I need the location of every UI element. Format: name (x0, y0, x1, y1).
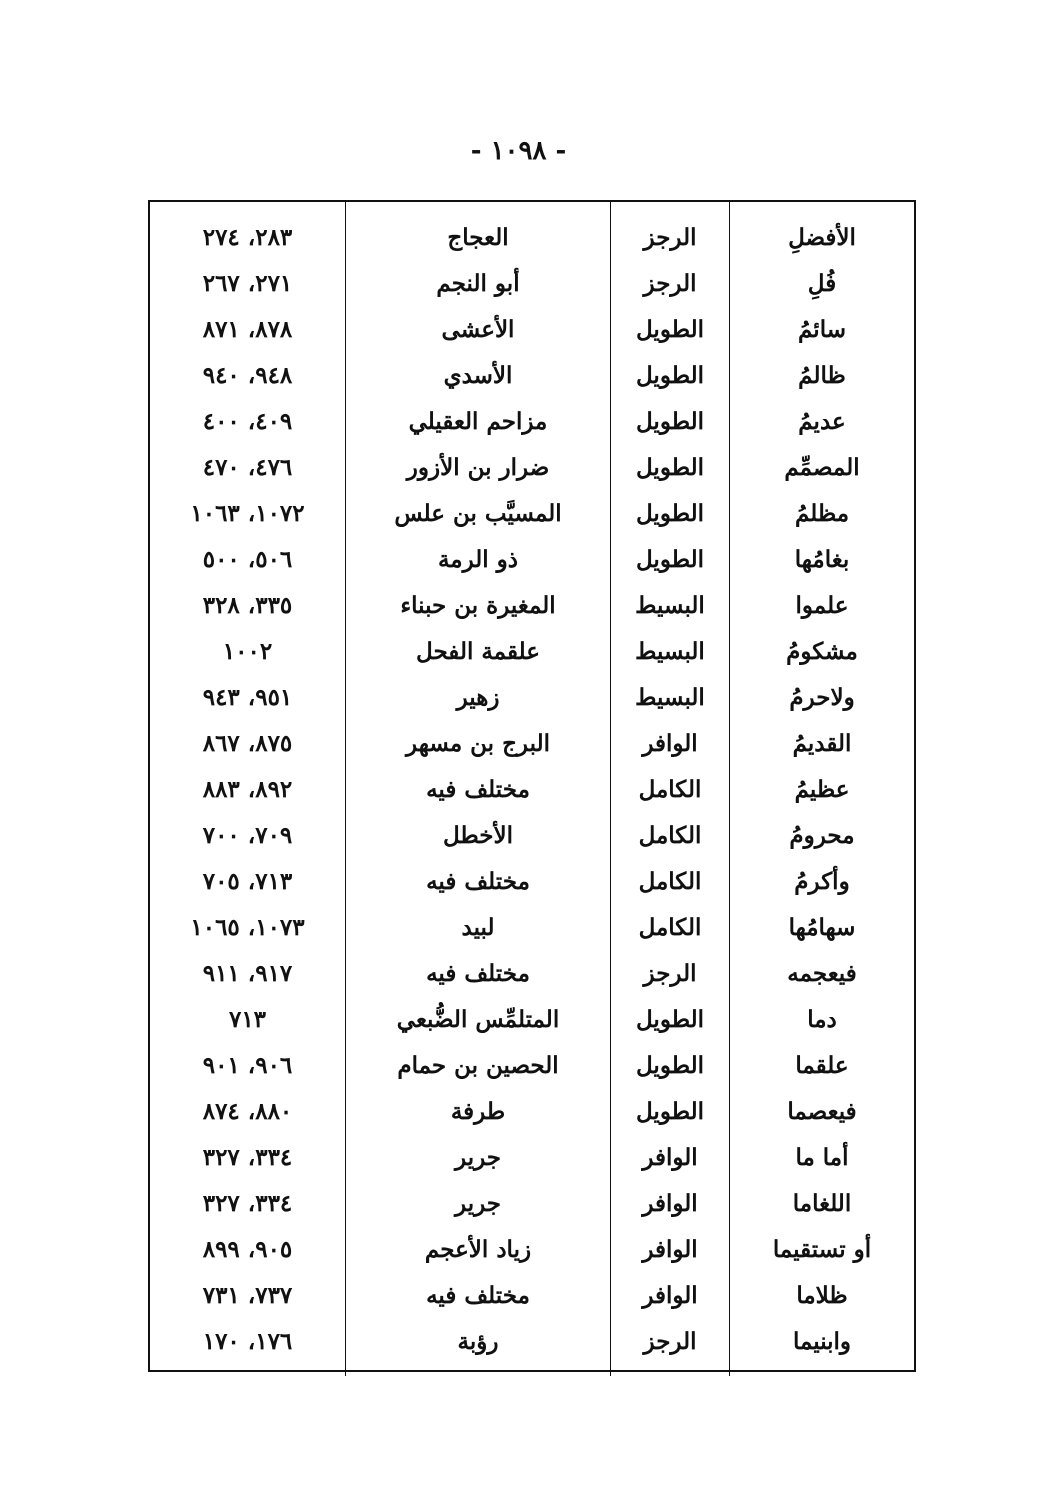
table-row (150, 996, 914, 1042)
rhyme-cell: عظيمُ (730, 766, 915, 812)
pages-cell: ٨٩٢، ٨٨٣ (202, 775, 293, 803)
meter-cell: الكامل (611, 812, 730, 858)
meter-cell: الطويل (611, 398, 730, 444)
pages-cell: ٩٥١، ٩٤٣ (202, 683, 293, 711)
rhyme-cell: سهامُها (730, 904, 915, 950)
table-row (150, 1272, 914, 1318)
poet-cell: مختلف فيه (346, 1272, 611, 1318)
rhyme-cell: بغامُها (730, 536, 915, 582)
pages-cell: ٤٧٦، ٤٧٠ (202, 453, 293, 481)
table-row (150, 766, 914, 812)
poet-cell: طرفة (346, 1088, 611, 1134)
meter-cell: البسيط (611, 628, 730, 674)
rhyme-cell: أما ما (730, 1134, 915, 1180)
poet-cell: المغيرة بن حبناء (346, 582, 611, 628)
meter-cell: الطويل (611, 536, 730, 582)
rhyme-cell: المصمِّم (730, 444, 915, 490)
pages-cell: ٣٣٤، ٣٢٧ (202, 1189, 293, 1217)
meter-cell: الرجز (611, 1318, 730, 1364)
meter-cell: الوافر (611, 1180, 730, 1226)
pages-cell: ١٧٦، ١٧٠ (202, 1327, 293, 1355)
poet-cell: الأعشى (346, 306, 611, 352)
table-padding-bottom (150, 1364, 914, 1376)
rhyme-cell: فيعجمه (730, 950, 915, 996)
table-row (150, 904, 914, 950)
verse-index-table-body (150, 202, 914, 1376)
rhyme-cell: اللغاما (730, 1180, 915, 1226)
meter-cell: الطويل (611, 1042, 730, 1088)
rhyme-cell: فيعصما (730, 1088, 915, 1134)
pages-cell: ٨٧٨، ٨٧١ (202, 315, 293, 343)
pages-cell: ٧٣٧، ٧٣١ (202, 1281, 293, 1309)
meter-cell: الرجز (611, 950, 730, 996)
meter-cell: الرجز (611, 214, 730, 260)
pages-cell: ٤٠٩، ٤٠٠ (202, 407, 293, 435)
poet-cell: مزاحم العقيلي (346, 398, 611, 444)
poet-cell: المسيَّب بن علس (346, 490, 611, 536)
rhyme-cell: عديمُ (730, 398, 915, 444)
rhyme-cell: وأكرمُ (730, 858, 915, 904)
meter-cell: الوافر (611, 720, 730, 766)
table-row (150, 536, 914, 582)
meter-cell: الوافر (611, 1272, 730, 1318)
rhyme-cell: أو تستقيما (730, 1226, 915, 1272)
table-row (150, 1042, 914, 1088)
table-row (150, 1226, 914, 1272)
poet-cell: البرج بن مسهر (346, 720, 611, 766)
meter-cell: الكامل (611, 766, 730, 812)
meter-cell: الطويل (611, 996, 730, 1042)
pages-cell: ١٠٧٢، ١٠٦٣ (190, 499, 305, 527)
table-row (150, 1134, 914, 1180)
pages-cell: ٧١٣ (228, 1005, 267, 1033)
pages-cell: ٩٠٥، ٨٩٩ (202, 1235, 293, 1263)
meter-cell: الطويل (611, 444, 730, 490)
rhyme-cell: محرومُ (730, 812, 915, 858)
rhyme-cell: مشكومُ (730, 628, 915, 674)
meter-cell: الكامل (611, 904, 730, 950)
table-row (150, 812, 914, 858)
table-row (150, 950, 914, 996)
table-row (150, 1180, 914, 1226)
table-row (150, 398, 914, 444)
meter-cell: البسيط (611, 674, 730, 720)
table-row (150, 582, 914, 628)
meter-cell: الكامل (611, 858, 730, 904)
rhyme-cell: ظالمُ (730, 352, 915, 398)
poet-cell: زهير (346, 674, 611, 720)
rhyme-cell: الأفضلِ (730, 214, 915, 260)
poet-cell: ذو الرمة (346, 536, 611, 582)
meter-cell: الطويل (611, 352, 730, 398)
poet-cell: الحصين بن حمام (346, 1042, 611, 1088)
rhyme-cell: فُلِ (730, 260, 915, 306)
rhyme-cell: مظلمُ (730, 490, 915, 536)
poet-cell: مختلف فيه (346, 766, 611, 812)
table-row (150, 674, 914, 720)
pages-cell: ١٠٧٣، ١٠٦٥ (190, 913, 305, 941)
poet-cell: الأسدي (346, 352, 611, 398)
meter-cell: البسيط (611, 582, 730, 628)
pages-cell: ٢٨٣، ٢٧٤ (202, 223, 293, 251)
poet-cell: المتلمِّس الضُّبعي (346, 996, 611, 1042)
pages-cell: ١٠٠٢ (222, 637, 273, 665)
meter-cell: الطويل (611, 306, 730, 352)
table-row (150, 490, 914, 536)
poet-cell: رؤبة (346, 1318, 611, 1364)
poet-cell: علقمة الفحل (346, 628, 611, 674)
poet-cell: جرير (346, 1180, 611, 1226)
poet-cell: أبو النجم (346, 260, 611, 306)
meter-cell: الوافر (611, 1134, 730, 1180)
meter-cell: الطويل (611, 1088, 730, 1134)
pages-cell: ٧١٣، ٧٠٥ (202, 867, 293, 895)
table-row (150, 444, 914, 490)
poet-cell: العجاج (346, 214, 611, 260)
table-row (150, 720, 914, 766)
verse-index-table-frame (148, 200, 916, 1372)
pages-cell: ٥٠٦، ٥٠٠ (202, 545, 293, 573)
table-row (150, 214, 914, 260)
table-row (150, 628, 914, 674)
poet-cell: مختلف فيه (346, 950, 611, 996)
table-row (150, 352, 914, 398)
table-row (150, 1318, 914, 1364)
rhyme-cell: القديمُ (730, 720, 915, 766)
poet-cell: جرير (346, 1134, 611, 1180)
poet-cell: ضرار بن الأزور (346, 444, 611, 490)
poet-cell: الأخطل (346, 812, 611, 858)
pages-cell: ٧٠٩، ٧٠٠ (202, 821, 293, 849)
pages-cell: ٢٧١، ٢٦٧ (202, 269, 293, 297)
rhyme-cell: وابنيما (730, 1318, 915, 1364)
meter-cell: الرجز (611, 260, 730, 306)
pages-cell: ٩١٧، ٩١١ (202, 959, 293, 987)
rhyme-cell: دما (730, 996, 915, 1042)
poet-cell: مختلف فيه (346, 858, 611, 904)
rhyme-cell: ولاحرمُ (730, 674, 915, 720)
pages-cell: ٣٣٤، ٣٢٧ (202, 1143, 293, 1171)
poet-cell: زياد الأعجم (346, 1226, 611, 1272)
pages-cell: ٨٨٠، ٨٧٤ (202, 1097, 293, 1125)
table-row (150, 306, 914, 352)
table-row (150, 1088, 914, 1134)
table-padding-top (150, 202, 914, 214)
table-row (150, 260, 914, 306)
table-row (150, 858, 914, 904)
rhyme-cell: علموا (730, 582, 915, 628)
poet-cell: لبيد (346, 904, 611, 950)
pages-cell: ٩٠٦، ٩٠١ (202, 1051, 293, 1079)
verse-index-table (150, 202, 914, 1376)
meter-cell: الطويل (611, 490, 730, 536)
rhyme-cell: ظلاما (730, 1272, 915, 1318)
rhyme-cell: سائمُ (730, 306, 915, 352)
rhyme-cell: علقما (730, 1042, 915, 1088)
pages-cell: ٩٤٨، ٩٤٠ (202, 361, 293, 389)
meter-cell: الوافر (611, 1226, 730, 1272)
page-number: - ١٠٩٨ - (470, 136, 567, 166)
pages-cell: ٨٧٥، ٨٦٧ (202, 729, 293, 757)
pages-cell: ٣٣٥، ٣٢٨ (202, 591, 293, 619)
